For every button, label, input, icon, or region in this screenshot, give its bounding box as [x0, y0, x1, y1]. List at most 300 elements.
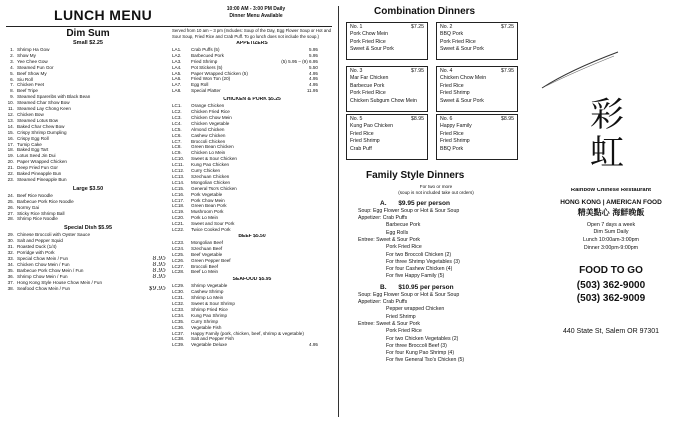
item-number: 38.	[7, 285, 14, 291]
item-name: Sticky Rice Shrimp Ball	[17, 210, 65, 216]
item-name: Roasted Duck (1/4)	[17, 244, 57, 250]
address: 440 State St, Salem OR 97301	[562, 327, 660, 335]
phone-2[interactable]: (503) 362-9009	[576, 292, 646, 304]
item-name: Chicken Fried Rice	[191, 108, 230, 114]
item-name: Chinese Broccoli with Oyster Sauce	[17, 232, 91, 238]
family-line: Soup: Egg Flower Soup or Hot & Sour Soup	[358, 291, 460, 298]
item-name: Beef Rice Noodle	[17, 192, 53, 198]
item-name: Curry Shrimp	[191, 318, 219, 324]
combo-item: Pork Fried Rice	[350, 90, 386, 96]
item-number: 32.	[7, 250, 14, 256]
item-name: Paper Wrapped Chicken (5)	[191, 70, 248, 76]
item-name: Curry Chicken	[191, 168, 221, 174]
item-number: 21.	[7, 165, 14, 171]
combo-header	[347, 23, 427, 31]
lunch-menu-title: LUNCH MENU	[54, 7, 153, 23]
family-line: Pepper wrapped Chicken	[386, 306, 445, 313]
item-code: LC15.	[172, 185, 185, 191]
item-name: Mongolian Chicken	[191, 179, 231, 185]
item-name: Shrimp Vegetable	[191, 283, 228, 289]
item-number: 18.	[7, 147, 14, 153]
item-name: Turnip Cake	[17, 141, 42, 147]
item-number: 25.	[7, 198, 14, 204]
logo-chars: 彩 虹	[590, 95, 624, 173]
item-name: Green Bean Chicken	[191, 144, 234, 150]
combo-item: Mar Far Chicken	[350, 75, 389, 81]
item-name: Orange Chicken	[191, 103, 225, 109]
item-number: 28.	[7, 216, 14, 222]
menu-item-row	[172, 227, 332, 233]
combo-item: Fried Rice	[440, 130, 464, 137]
beef-title: BEEF $5.50	[238, 234, 266, 239]
item-code: LC33.	[172, 306, 185, 312]
item-name: Steamed Lay Chong Keen	[17, 106, 71, 112]
item-number: 26.	[7, 204, 14, 210]
item-name: Broccoli Chicken	[191, 138, 226, 144]
dimsum-special-list	[6, 232, 170, 291]
item-name: Cashew Shrimp	[191, 289, 224, 295]
combo-item: Fried Rice	[350, 130, 374, 137]
item-code: LC37.	[172, 330, 185, 336]
item-price: 5.50	[309, 64, 318, 70]
item-code: LC17.	[172, 197, 185, 203]
family-line: Entree: Sweet & Sour Pork	[358, 320, 420, 327]
handwritten-price: 8.95	[152, 273, 166, 280]
item-number: 16.	[7, 135, 14, 141]
item-name: Kung Pao Shrimp	[191, 312, 228, 318]
lunch-hours-info: Lunch 10:00am-3:00pm	[583, 236, 639, 243]
item-number: 35.	[7, 267, 14, 273]
item-number: 2.	[10, 52, 14, 58]
family-line: Pork Fried Rice	[386, 244, 422, 251]
combo-item: Sweet & Sour Pork	[440, 97, 484, 104]
combo-item: Crab Puff	[350, 145, 372, 152]
family-line: Soup: Egg Flower Soup or Hot & Sour Soup	[358, 207, 460, 214]
family-b-price: $10.95 per person	[398, 283, 454, 291]
item-code: LA4.	[172, 64, 182, 70]
item-number: 29.	[7, 232, 14, 238]
combo-price: $7.25	[501, 24, 514, 30]
menu-item-row	[6, 286, 170, 292]
item-code: LC38.	[172, 336, 185, 342]
item-number: 6.	[10, 76, 14, 82]
item-number: 33.	[7, 256, 14, 261]
item-price: 4.95	[309, 76, 318, 82]
item-name: Sweet and Sour Pork	[191, 221, 235, 227]
item-name: Beef Lo Mein	[191, 269, 219, 275]
item-name: Barbecue Pork Rice Noodle	[17, 198, 74, 204]
item-code: LA3.	[172, 58, 182, 64]
handwritten-price: 8.95	[152, 256, 166, 262]
item-price: 11.95	[306, 88, 318, 94]
item-code: LC32.	[172, 300, 185, 306]
handwritten-price: $9.95	[148, 285, 166, 292]
item-number: 17.	[7, 141, 14, 147]
appetizers-title: APPETIZERS	[236, 41, 268, 46]
item-code: LA5.	[172, 70, 182, 76]
combo-price: $8.95	[501, 116, 514, 122]
family-b-list	[346, 292, 526, 365]
combo-price: $7.95	[501, 68, 514, 74]
item-name: Steamed Char Show Bow	[17, 100, 70, 106]
item-name: Chicken Chow Mein	[191, 114, 232, 120]
combo-item: Barbecue Pork	[350, 82, 385, 89]
dinner-hours-info: Dinner 3:00pm-9:00pm	[583, 244, 639, 251]
item-code: LC26.	[172, 257, 185, 263]
item-number: 22.	[7, 171, 14, 177]
item-number: 34.	[7, 261, 14, 267]
item-number: 10.	[7, 100, 14, 106]
item-name: Beef Show My	[17, 70, 47, 76]
dimsum-special-label: Special Dish $5.95	[64, 225, 112, 232]
item-name: Chicken Chow Mein / Fun	[17, 261, 70, 267]
item-code: LA7.	[172, 82, 182, 88]
item-name: Green Pepper Beef	[191, 257, 231, 263]
dimsum-large-label: Large $3.50	[72, 185, 104, 192]
item-name: Chicken Vegetable	[191, 120, 230, 126]
family-line: For three Broccoli Beef (3)	[386, 342, 447, 349]
item-name: Baked Char Chew Bow	[17, 123, 65, 129]
combo-price: $7.95	[411, 68, 424, 74]
item-name: Szechuan Chicken	[191, 173, 230, 179]
item-name: Steamed Pineapple Bun	[17, 176, 67, 182]
chicken-pork-list	[172, 103, 332, 233]
item-name: Pot Stickers (5)	[191, 64, 223, 70]
item-name: Special Chow Mein / Fun	[17, 256, 69, 261]
combo-number: No. 3	[350, 68, 363, 74]
item-number: 11.	[7, 106, 14, 112]
restaurant-logo	[590, 96, 630, 172]
item-price: 5.95	[309, 46, 318, 52]
item-price: (5) 5.95 – (9) 6.95	[281, 58, 318, 64]
family-a-label: A.	[380, 199, 387, 207]
item-name: Mushroom Pork	[191, 209, 224, 215]
family-line: Entree: Sweet & Sour Pork	[358, 237, 420, 243]
combo-number: No. 6	[440, 116, 453, 122]
item-number: 37.	[7, 279, 14, 285]
combo-price: $7.25	[411, 24, 424, 30]
item-code: LC1.	[172, 103, 182, 109]
item-name: Salt and Pepper Squid	[17, 238, 63, 244]
combo-item: BBQ Pork	[440, 145, 464, 152]
restaurant-info	[530, 188, 692, 335]
dimsum-large-list	[6, 193, 170, 223]
family-line: For four Cashew Chicken (4)	[386, 266, 453, 273]
divider	[6, 26, 332, 27]
combo-number: No. 4	[440, 68, 453, 74]
item-name: Baked Egg Tart	[17, 147, 49, 153]
item-name: Crispy Shrimp Dumpling	[17, 129, 67, 135]
item-code: LC12.	[172, 168, 185, 174]
item-code: LA2.	[172, 52, 182, 58]
family-line: Appetizer: Crab Puffs	[358, 299, 408, 306]
open-days: Open 7 days a week	[586, 221, 636, 228]
family-line: Egg Rolls	[386, 229, 409, 236]
combo-box	[436, 66, 518, 112]
combo-item: Kung Pao Chicken	[350, 123, 393, 129]
combo-item: Sweet & Sour Pork	[440, 46, 484, 52]
restaurant-name: Rainbow Chinese Restaurant	[570, 188, 652, 193]
phone-1[interactable]: (503) 362-9000	[576, 279, 646, 291]
combo-item: Fried Shrimp	[440, 138, 470, 144]
combo-number: No. 1	[350, 24, 363, 30]
menu-item-row	[172, 269, 332, 275]
item-code: LC3.	[172, 114, 182, 120]
item-price: 4.95	[309, 342, 318, 348]
menu-item-row	[6, 216, 170, 222]
item-name: Chicken Bow	[17, 111, 44, 117]
column-divider	[338, 6, 339, 417]
combo-item: Chicken Subgum Chow Mein	[350, 97, 417, 104]
combo-item: Fried Rice	[440, 82, 464, 89]
item-code: LC24.	[172, 245, 185, 251]
combo-box	[436, 22, 518, 60]
item-name: Special Platter	[191, 88, 221, 94]
item-code: LC4.	[172, 120, 182, 126]
item-code: LC14.	[172, 179, 185, 185]
item-code: LC31.	[172, 295, 185, 301]
item-name: Crispy Egg Roll	[17, 135, 49, 141]
dimsum-small-label: Small $2.25	[73, 40, 103, 46]
item-number: 15.	[7, 129, 14, 135]
combo-item: Pork Chow Mein	[350, 31, 389, 37]
handwritten-price: 8.95	[152, 267, 166, 274]
item-name: Kung Pao Chicken	[191, 162, 230, 168]
item-code: LC6.	[172, 132, 182, 138]
family-line: For five General Tso's Chicken (5)	[386, 357, 465, 364]
item-number: 8.	[10, 88, 14, 94]
item-name: Egg Roll	[191, 82, 209, 88]
dimsum-daily: Dim Sum Daily	[593, 228, 629, 235]
item-code: LC16.	[172, 191, 185, 197]
item-name: Fried Won Ton (20)	[191, 76, 231, 82]
item-price: 4.95	[309, 82, 318, 88]
dimsum-title: Dim Sum	[66, 28, 110, 39]
item-code: LC10.	[172, 156, 185, 162]
item-name: Shrimp Ha Gow	[17, 47, 50, 52]
beef-list	[172, 240, 332, 275]
family-line: For two Chicken Vegetables (2)	[386, 335, 459, 342]
item-name: Shrimp Chow Mein / Fun	[17, 273, 68, 279]
item-code: LC35.	[172, 318, 185, 324]
item-number: 30.	[7, 238, 14, 244]
item-code: LC9.	[172, 150, 182, 156]
item-number: 12.	[7, 111, 14, 117]
family-a-price: $9.95 per person	[398, 199, 450, 207]
item-number: 13.	[7, 117, 14, 123]
combo-header	[347, 115, 427, 123]
item-name: Cashew Chicken	[191, 132, 226, 138]
item-name: Pork Chow Mein	[191, 197, 225, 203]
combination-title: Combination Dinners	[374, 6, 476, 17]
family-sub2: (soup is not included take out orders)	[398, 189, 474, 195]
combo-item: Fried Shrimp	[440, 90, 470, 96]
item-number: 23.	[7, 176, 14, 182]
item-name: Salt and Pepper Fish	[191, 336, 234, 342]
item-name: Baked Pineapple Bun	[17, 171, 62, 177]
dinner-available-text: Dinner Menu Available	[229, 13, 283, 19]
item-number: 24.	[7, 192, 14, 198]
item-name: Crab Puffs (5)	[191, 46, 220, 52]
item-code: LC8.	[172, 144, 182, 150]
item-code: LC34.	[172, 312, 185, 318]
item-name: Pork Vegetable	[191, 191, 223, 197]
item-name: Fried Shrimp	[191, 58, 218, 64]
item-name: Lotus Seed Jin Dui	[17, 153, 56, 159]
combo-item: Happy Family	[440, 123, 472, 129]
item-name: Chicken Feet	[17, 82, 45, 88]
lunch-specials-section	[172, 28, 332, 348]
item-code: LC2.	[172, 108, 182, 114]
combo-header	[347, 67, 427, 75]
item-name: Mongolian Beef	[191, 239, 223, 245]
item-number: 5.	[10, 70, 14, 76]
item-number: 14.	[7, 123, 14, 129]
item-name: Broccoli Beef	[191, 263, 219, 269]
item-name: Green Bean Pork	[191, 203, 227, 209]
combo-number: No. 5	[350, 116, 363, 122]
combo-item: Pork Fried Rice	[350, 38, 386, 45]
item-name: Shrimp Fried Rice	[191, 306, 228, 312]
item-code: LC23.	[172, 239, 185, 245]
family-line: For four Kung Pao Shrimp (4)	[386, 350, 455, 357]
chicken-pork-title: CHICKEN & PORK $5.25	[223, 97, 281, 103]
item-number: 27.	[7, 210, 14, 216]
combo-price: $8.95	[411, 116, 424, 122]
menu-item-row	[172, 342, 332, 348]
seafood-list	[172, 283, 332, 348]
combo-box	[346, 114, 428, 160]
combo-item: Chicken Chow Mein	[440, 75, 487, 81]
item-code: LC27.	[172, 263, 185, 269]
combo-item: BBQ Pork	[440, 31, 464, 37]
family-sub1: For two or more	[419, 184, 453, 189]
family-title: Family Style Dinners	[366, 170, 465, 181]
item-code: LC18.	[172, 203, 185, 209]
handwritten-price: 8.95	[152, 261, 166, 268]
item-name: Show My	[17, 52, 36, 58]
combo-header	[437, 23, 517, 31]
item-name: Sweet & Sour Chicken	[191, 156, 237, 162]
item-name: Deep Fried Fun Gor	[17, 165, 58, 171]
family-line: Pork Fried Rice	[386, 328, 422, 335]
item-name: Normy Gai	[17, 204, 39, 210]
item-code: LC11.	[172, 162, 184, 168]
seafood-title: SEAFOOD $5.95	[232, 277, 272, 283]
item-code: LC13.	[172, 173, 185, 179]
item-name: Seafood Chow Mein / Fun	[17, 285, 71, 291]
combo-box	[436, 114, 518, 160]
family-line: For three Shrimp Vegetables (3)	[386, 258, 460, 265]
item-number: 9.	[10, 94, 14, 100]
item-code: LA8.	[172, 88, 182, 94]
dimsum-section	[6, 28, 170, 291]
family-a-list	[346, 208, 526, 281]
item-code: LC5.	[172, 126, 182, 132]
item-name: Barbecue Pork Chow Mein / Fun	[17, 267, 84, 273]
item-name: Almond Chicken	[191, 126, 225, 132]
family-line: Appetizer: Crab Puffs	[358, 215, 408, 222]
lunch-hours	[196, 6, 316, 20]
item-number: 7.	[10, 82, 14, 88]
item-name: Porridge with Pork	[17, 250, 55, 256]
item-name: Beef Tripe	[17, 88, 38, 94]
item-name: General Tso's Chicken	[191, 185, 237, 191]
combo-item: Fried Shrimp	[350, 138, 380, 144]
family-b-label: B.	[380, 283, 387, 291]
item-name: Twice Cooked Pork	[191, 227, 231, 233]
item-name: Steamed Spareribs with Black Bean	[17, 94, 91, 100]
combo-box	[346, 66, 428, 112]
item-name: Shrimp Lo Mein	[191, 295, 224, 301]
item-code: LC28.	[172, 269, 185, 275]
lunch-note: Served from 10 am – 3 pm (Includes: Soup of the Day, Egg Flower Soup or Hot and Sour Soup, Fried Rice and Crab Puff. To go lunch does not include the soup.)	[172, 28, 331, 39]
item-number: 20.	[7, 159, 14, 165]
item-code: LC20.	[172, 215, 185, 221]
item-name: Steamed Lotus Bow	[17, 117, 59, 123]
item-number: 36.	[7, 273, 14, 279]
item-code: LC39.	[172, 342, 185, 348]
brush-stroke-icon	[540, 50, 620, 90]
item-number: 3.	[10, 58, 14, 64]
item-number: 1.	[10, 47, 14, 52]
family-line: Barbecue Pork	[386, 222, 421, 229]
family-line: Fried Shrimp	[386, 313, 416, 320]
item-code: LC25.	[172, 251, 185, 257]
item-name: Vegetable Fish	[191, 324, 222, 330]
lunch-hours-text: 10:00 AM - 3:00 PM Daily	[226, 6, 286, 12]
item-name: Siu Roll	[17, 76, 33, 82]
item-name: Pork Lo Mein	[191, 215, 219, 221]
family-line: For two Broccoli Chicken (2)	[386, 251, 452, 258]
food-to-go: FOOD TO GO	[579, 264, 643, 276]
item-code: LA6.	[172, 76, 182, 82]
combo-box	[346, 22, 428, 60]
item-code: LC21.	[172, 221, 185, 227]
combo-header	[437, 115, 517, 123]
item-number: 19.	[7, 153, 14, 159]
item-number: 4.	[10, 64, 14, 70]
appetizers-list	[172, 47, 332, 94]
item-code: LC36.	[172, 324, 185, 330]
combo-header	[437, 67, 517, 75]
dimsum-small-list	[6, 47, 170, 183]
item-name: Yee Chee Gow	[17, 58, 48, 64]
combo-item: Sweet & Sour Pork	[350, 46, 394, 52]
menu-item-row	[6, 177, 170, 183]
combo-item: Pork Fried Rice	[440, 38, 476, 45]
item-code: LC22.	[172, 227, 185, 233]
item-price: 4.95	[309, 70, 318, 76]
item-code: LC29.	[172, 283, 185, 289]
item-name: Beef Vegetable	[191, 251, 223, 257]
item-code: LC19.	[172, 209, 185, 215]
combo-number: No. 2	[440, 24, 453, 30]
restaurant-chinese-tagline: 精美點心 海鮮晚飯	[577, 207, 645, 217]
item-name: Hong Kong Style House Chow Mein / Fun	[17, 279, 103, 285]
family-section	[346, 184, 526, 365]
item-code: LC7.	[172, 138, 182, 144]
item-name: Chicken Lo Mein	[191, 150, 226, 156]
item-name: Szechuan Beef	[191, 245, 223, 251]
item-name: Vegetable Deluxe	[191, 342, 228, 348]
item-name: Shrimp Rice Noodle	[17, 216, 58, 222]
item-number: 31.	[7, 244, 14, 250]
restaurant-tagline: HONG KONG | AMERICAN FOOD	[560, 198, 662, 206]
item-name: Sweet & Sour Shrimp	[191, 300, 235, 306]
item-code: LC30.	[172, 289, 185, 295]
item-name: Happy Family (pork, chicken, beef, shrimp & vegetable)	[191, 330, 304, 336]
